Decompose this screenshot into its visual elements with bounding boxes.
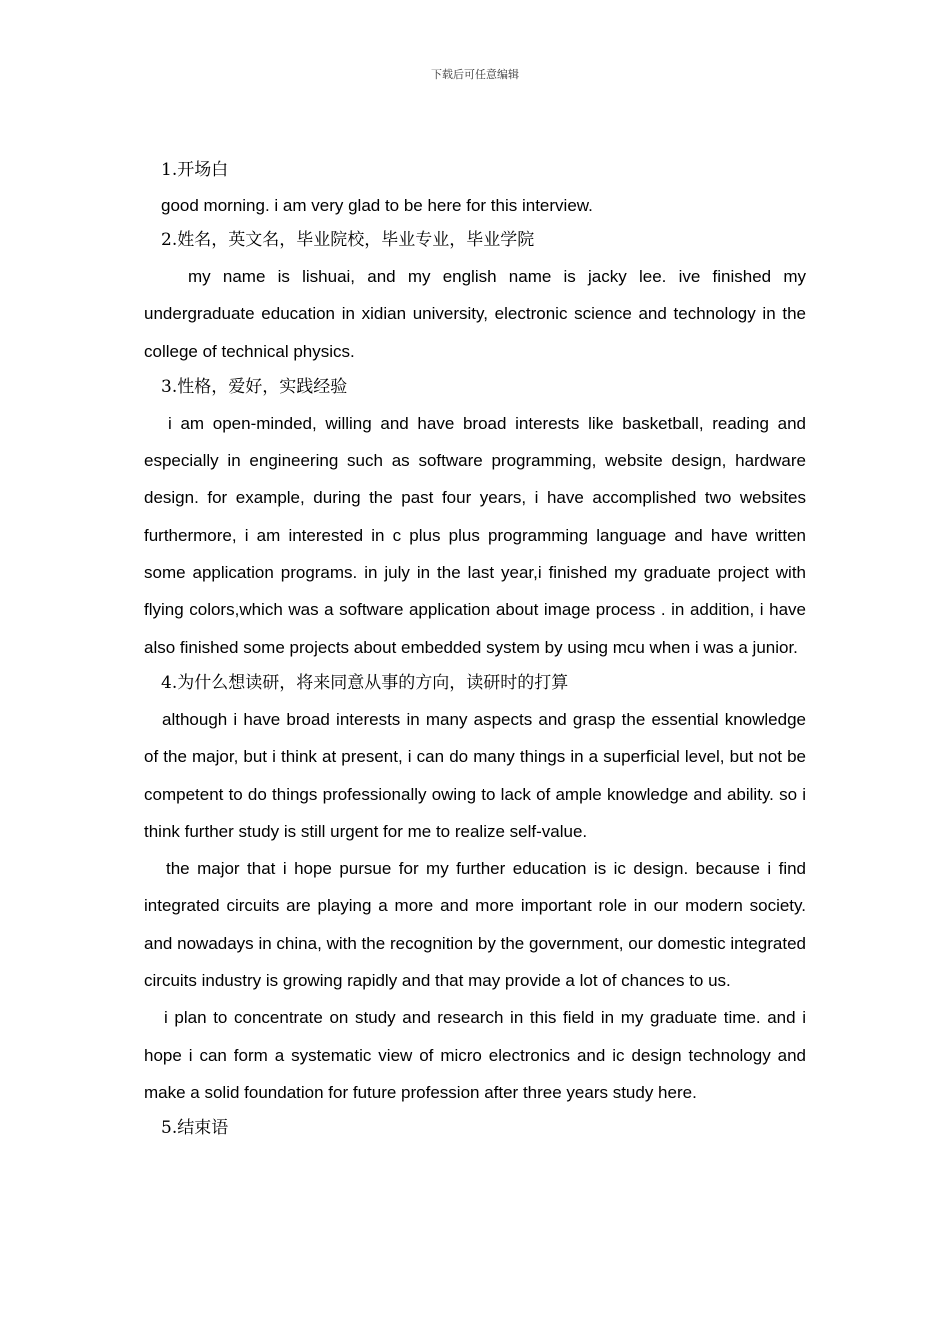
motivation-paragraph: although i have broad interests in many aspects and grasp the essential knowledge of the major, but i think at present, i can do many things in a superficial level, but not be competent to do things professionally owing to lack of ample knowledge and ability. so i think further study is still urgent for me to realize self-value. <box>144 709 806 841</box>
plan-paragraph: i plan to concentrate on study and research in this field in my graduate time. and i hope i can form a systematic view of micro electronics and ic design technology and make a solid foundation for future profession after three years study here. <box>144 1008 806 1102</box>
major-paragraph: the major that i hope pursue for my further education is ic design. because i find integrated circuits are playing a more and more important role in our modern society. and nowadays in china, with the recognition by the government, our domestic integrated circuits industry is growing rapidly and that may provide a lot of chances to us. <box>144 859 806 991</box>
document-body <box>144 153 806 1146</box>
section-heading-personal-info: 2.姓名，英文名，毕业院校，毕业专业，毕业学院 <box>161 230 535 250</box>
section-heading-personality: 3.性格，爱好，实践经验 <box>161 376 348 397</box>
section-heading-closing: 5.结束语 <box>161 1118 229 1139</box>
personal-info-paragraph: my name is lishuai, and my english name is jacky lee. ive finished my undergraduate education in xidian university, electronic science and technology in the college of technical physics. <box>144 267 806 361</box>
section-heading-motivation: 4.为什么想读研，将来同意从事的方向，读研时的打算 <box>161 672 569 693</box>
greeting-text: good morning. i am very glad to be here for this interview. <box>161 196 593 215</box>
section-heading-opening: 1.开场白 <box>161 160 229 180</box>
personality-paragraph: i am open-minded, willing and have broad interests like basketball, reading and especially in engineering such as software programming, website design, hardware design. for example, during the past four years, i have accomplished two websites furthermore, i am interested in c plus plus programming language and have written some application programs. in july in the last year,i finished my graduate project with flying colors,which was a software application about image process . in addition, i have also finished some projects about embedded system by using mcu when i was a junior. <box>144 413 806 657</box>
page-header: 下载后可任意编辑 <box>431 68 519 81</box>
